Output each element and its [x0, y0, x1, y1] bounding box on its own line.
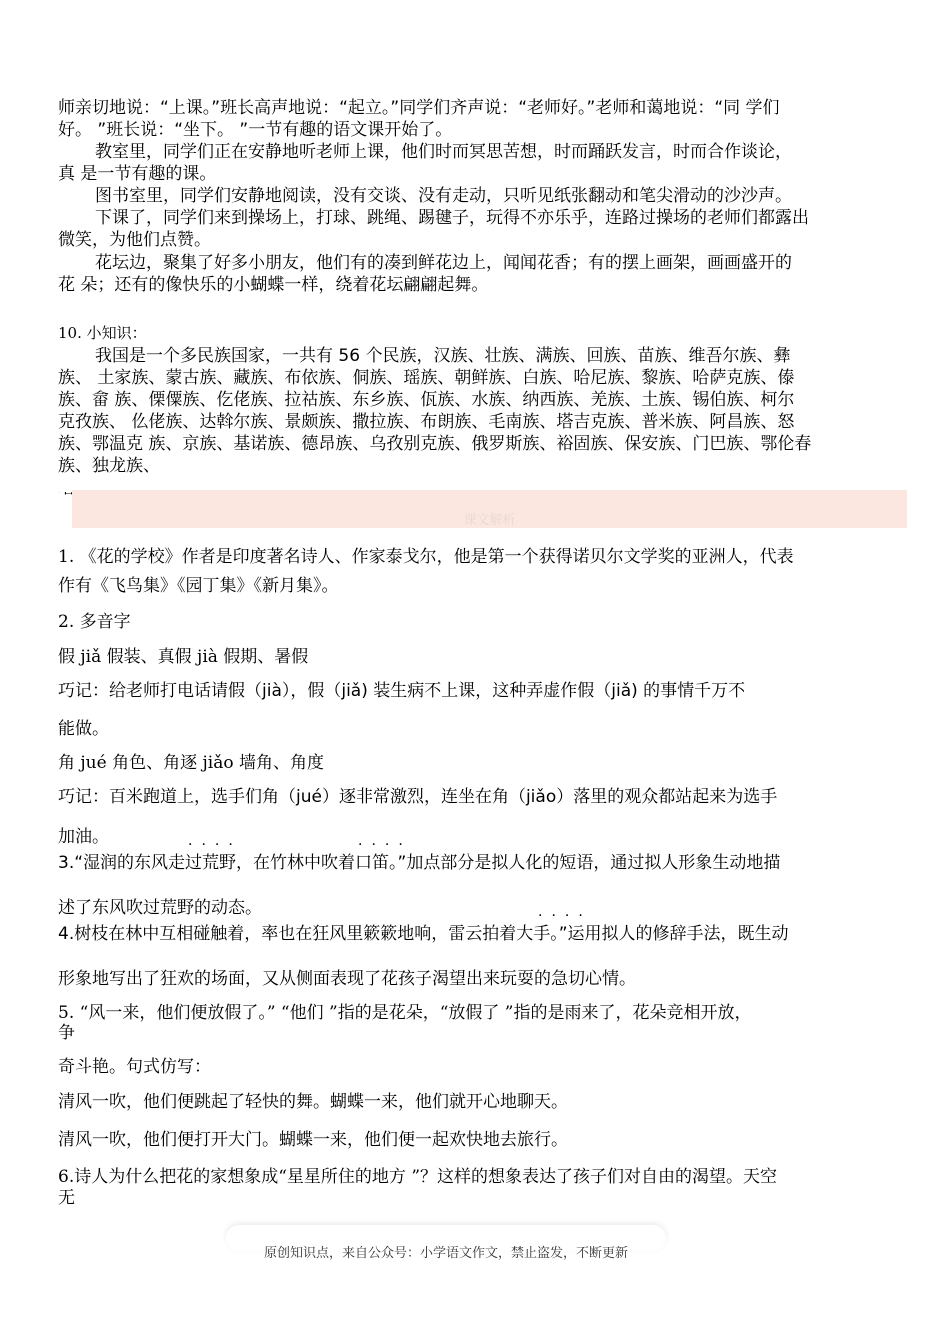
note-item-4-cont: 形象地写出了狂欢的场面，又从侧面表现了花孩子渴望出来玩耍的急切心情。 — [58, 969, 636, 989]
section-title: 10. 小知识： — [58, 324, 147, 342]
note-text: 这样的想象表达了孩子们对自由的渴望。天空 — [437, 1167, 778, 1187]
example-sentence-2: 清风一吹，他们便打开大门。蝴蝶一来，他们便一起欢快地去旅行。 — [58, 1130, 568, 1150]
para-line: 微笑，为他们点赞。 — [58, 230, 211, 250]
note-item-5-cont: 奇斗艳。句式仿写： — [58, 1057, 211, 1077]
para-line: 好。 ”班长说：“坐下。 ”一节有趣的语文课开始了。 — [58, 120, 453, 140]
note-text: 6.诗人为什么把花的家想象成“星星所住的地方 ”？ — [58, 1167, 438, 1187]
para-line: 族、 土家族、蒙古族、藏族、布依族、侗族、瑶族、朝鲜族、白族、哈尼族、黎族、哈萨克族、傣 — [58, 368, 795, 388]
tip-jia: 巧记：给老师打电话请假（jià），假（jiǎ) 装生病不上课，这种弄虚作假（jiǎ) 的事情千万不 — [58, 681, 746, 701]
para-line: 下课了，同学们来到操场上，打球、跳绳、踢毽子，玩得不亦乐乎，连路过操场的老师们都露出 — [95, 208, 809, 228]
emphasis-dots: ···· — [358, 837, 412, 853]
note-item-4 — [58, 923, 789, 945]
polyphone-jiao: 角 jué 角色、角逐 jiǎo 墙角、角度 — [58, 753, 324, 773]
note-item-3 — [58, 852, 780, 874]
para-line: 师亲切地说：“上课。”班长高声地说：“起立。”同学们齐声说：“老师好。”老师和蔼地说：“同 学们 — [58, 98, 780, 118]
footer-watermark — [226, 1225, 666, 1261]
para-line: 族、鄂温克 族、京族、基诺族、德昂族、乌孜别克族、俄罗斯族、裕固族、保安族、门巴族、鄂伦春 — [58, 434, 812, 454]
emphasized-phrase: 吹着口笛 — [321, 853, 390, 873]
para-line: 花 朵；还有的像快乐的小蝴蝶一样，绕着花坛翩翩起舞。 — [58, 275, 489, 295]
tip-jia-cont: 能做。 — [58, 719, 109, 739]
polyphone-jia: 假 jiǎ 假装、真假 jià 假期、暑假 — [58, 647, 309, 667]
note-text: 。” — [389, 853, 407, 873]
emphasized-phrase: 互相碰触着 — [159, 924, 245, 944]
note-item-1: 1. 《花的学校》作者是印度著名诗人、作家泰戈尔，他是第一个获得诺贝尔文学奖的亚洲人，代表 — [58, 547, 794, 567]
note-text: 。” — [550, 924, 568, 944]
note-item-1-cont: 作有《飞鸟集》《园丁集》《新月集》。 — [58, 576, 339, 596]
note-text: ，率也在狂风里簌簌地响，雷云 — [244, 924, 483, 944]
note-text: 加点部分是拟人化的短语，通过拟人形象生动地描 — [406, 853, 781, 873]
para-line: 族、畲 族、傈僳族、仡佬族、拉祜族、东乡族、佤族、水族、纳西族、羌族、土族、锡伯族、柯尔 — [58, 390, 795, 410]
note-item-5-wrap: 争 — [58, 1023, 75, 1043]
para-line: 教室里，同学们正在安静地听老师上课，他们时而冥思苦想，时而踊跃发言，时而合作谈论， — [95, 142, 792, 162]
tip-jiao: 巧记：百米跑道上，选手们角（jué）逐非常激烈，连坐在角（jiǎo）落里的观众都站起来为选手 — [58, 787, 778, 807]
section-banner — [72, 490, 907, 528]
note-item-6 — [58, 1166, 777, 1188]
note-text: 运用拟人的修辞手法，既生动 — [567, 924, 789, 944]
emphasis-dots: ···· — [188, 837, 242, 853]
banner-title: 课文解析 — [463, 513, 516, 528]
para-line: 真 是一节有趣的课。 — [58, 164, 217, 184]
note-item-2-title: 2. 多音字 — [58, 612, 131, 632]
para-line: 我国是一个多民族国家，一共有 56 个民族，汉族、壮族、满族、回族、苗族、维吾尔族、彝 — [95, 346, 791, 366]
para-line: 图书室里，同学们安静地阅读，没有交谈、没有走动，只听见纸张翻动和笔尖滑动的沙沙声。 — [95, 186, 792, 206]
para-line: 花坛边，聚集了好多小朋友，他们有的凑到鲜花边上，闻闻花香；有的摆上画架，画画盛开的 — [95, 253, 792, 273]
emphasized-phrase: 拍着大手 — [482, 924, 551, 944]
para-line: 克孜族、 仫佬族、达斡尔族、景颇族、撒拉族、布朗族、毛南族、塔吉克族、普米族、阿昌族、怒 — [58, 412, 795, 432]
note-item-5: 5. “风一来，他们便放假了。” “他们 ”指的是花朵，“放假了 ”指的是雨来了，花朵竞相开放， — [58, 1003, 752, 1023]
example-sentence-1: 清风一吹，他们便跳起了轻快的舞。蝴蝶一来，他们就开心地聊天。 — [58, 1092, 568, 1112]
footer-text: 原创知识点，来自公众号：小学语文作文，禁止盗发，不断更新 — [263, 1246, 628, 1261]
emphasis-dots: ···· — [538, 908, 592, 924]
emphasized-phrase: 走过荒野 — [168, 853, 237, 873]
note-text: ，在竹林中 — [236, 853, 322, 873]
note-item-3-cont: 述了东风吹过荒野的动态。 — [58, 898, 262, 918]
note-item-6-cont: 无 — [58, 1188, 75, 1208]
tip-jiao-cont: 加油。 — [58, 827, 109, 847]
note-text: 4.树枝在林中 — [58, 924, 160, 944]
note-text: 3.“湿润的东风 — [58, 853, 169, 873]
para-line: 族、独龙族、 — [58, 456, 160, 476]
